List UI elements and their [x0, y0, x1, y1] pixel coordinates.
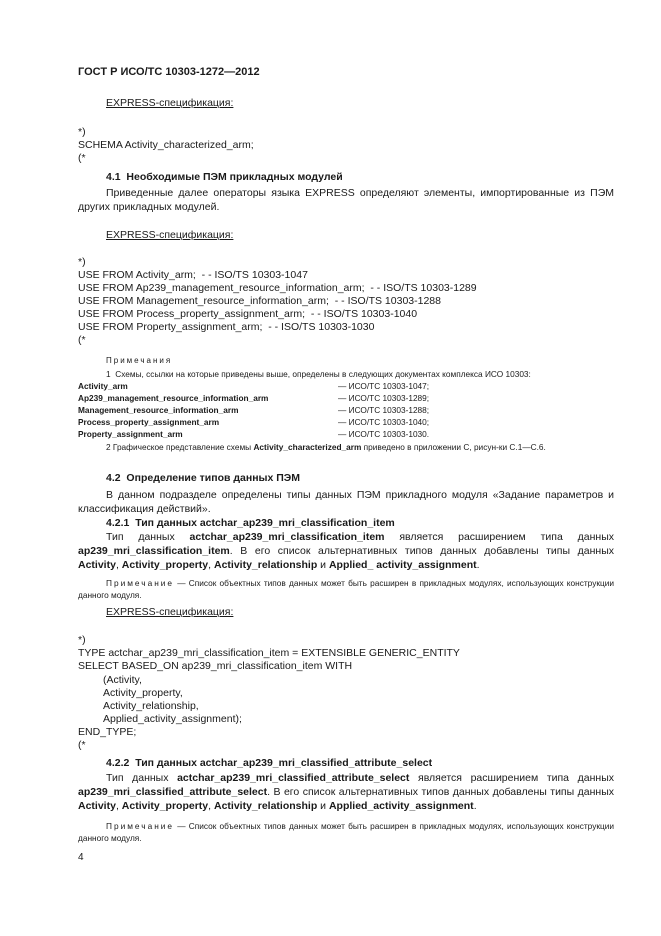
- note-ref-row: [78, 428, 429, 440]
- paragraph: В данном подразделе определены типы данных ПЭМ прикладного модуля «Задание параметров и классификация действий».: [78, 489, 614, 515]
- section-heading: 4.1 Необходимые ПЭМ прикладных модулей: [106, 171, 343, 183]
- code-line: SCHEMA Activity_characterized_arm;: [78, 139, 254, 151]
- express-label: EXPRESS-спецификация:: [106, 97, 234, 109]
- paragraph: Тип данных actchar_ap239_mri_classification_item является расширением типа данных ap239_mri_classification_item. В его список альтернативных типов данных добавлены типы данных Activity, Activity_property, Activity_relationship и Applied_ activity_assignment.: [78, 531, 614, 571]
- code-line: (Activity,: [103, 674, 142, 686]
- subsection-heading: 4.2.2 Тип данных actchar_ap239_mri_classified_attribute_select: [106, 757, 433, 769]
- note-paragraph: 2 Графическое представление схемы Activity_characterized_arm приведено в приложении С, рисун-ки С.1—С.6.: [106, 442, 546, 452]
- ref-name: Property_assignment_arm: [78, 429, 183, 439]
- code-line: (*: [78, 152, 86, 164]
- code-line: USE FROM Property_assignment_arm; - - ISO/TS 10303-1030: [78, 321, 375, 333]
- ref-doc: — ИСО/ТС 10303-1030.: [338, 429, 430, 439]
- page-number: 4: [78, 852, 84, 863]
- code-line: Activity_relationship,: [103, 700, 199, 712]
- ref-name: Management_resource_information_arm: [78, 405, 239, 415]
- ref-name: Ap239_management_resource_information_arm: [78, 393, 269, 403]
- page-header: ГОСТ Р ИСО/ТС 10303-1272—2012: [78, 66, 260, 78]
- code-line: Activity_property,: [103, 687, 183, 699]
- ref-name: Activity_arm: [78, 381, 128, 391]
- subsection-heading: 4.2.1 Тип данных actchar_ap239_mri_classification_item: [106, 517, 395, 529]
- paragraph: Приведенные далее операторы языка EXPRESS определяют элементы, импортированные из ПЭМ других прикладных модулей.: [78, 187, 614, 213]
- ref-doc: — ИСО/ТС 10303-1047;: [338, 381, 430, 391]
- code-line: USE FROM Process_property_assignment_arm; - - ISO/TS 10303-1040: [78, 308, 418, 320]
- code-line: (*: [78, 334, 86, 346]
- ref-name: Process_property_assignment_arm: [78, 417, 220, 427]
- code-line: Applied_activity_assignment);: [103, 713, 242, 725]
- section-heading: 4.2 Определение типов данных ПЭМ: [106, 472, 301, 484]
- code-line: *): [78, 126, 86, 138]
- note-ref-row: [78, 392, 429, 404]
- express-label: EXPRESS-спецификация:: [106, 606, 234, 618]
- code-line: TYPE actchar_ap239_mri_classification_item = EXTENSIBLE GENERIC_ENTITY: [78, 647, 460, 659]
- code-line: *): [78, 634, 86, 646]
- code-line: USE FROM Ap239_management_resource_information_arm; - - ISO/TS 10303-1289: [78, 282, 477, 294]
- note-ref-row: [78, 380, 429, 392]
- note-paragraph: Примечание — Список объектных типов данных может быть расширен в прикладных модулях, использующих конструкции данного модуля.: [78, 578, 614, 600]
- express-label: EXPRESS-спецификация:: [106, 229, 234, 241]
- code-line: END_TYPE;: [78, 726, 137, 738]
- code-line: SELECT BASED_ON ap239_mri_classification_item WITH: [78, 660, 353, 672]
- note-ref-row: [78, 404, 429, 416]
- ref-doc: — ИСО/ТС 10303-1040;: [338, 417, 430, 427]
- ref-doc: — ИСО/ТС 10303-1288;: [338, 405, 430, 415]
- paragraph: Тип данных actchar_ap239_mri_classified_attribute_select является расширением типа данных ap239_mri_classified_attribute_select. В его список альтернативных типов данных добавлены типы данных Activity, Activity_property, Activity_relationship и Applied_activity_assignment.: [78, 772, 614, 812]
- code-line: *): [78, 256, 86, 268]
- code-line: (*: [78, 739, 86, 751]
- note-line: 1 Схемы, ссылки на которые приведены выше, определены в следующих документах комплекса ИСО 10303:: [106, 369, 531, 379]
- code-line: USE FROM Activity_arm; - - ISO/TS 10303-1047: [78, 269, 308, 281]
- code-line: USE FROM Management_resource_information_arm; - - ISO/TS 10303-1288: [78, 295, 441, 307]
- note-ref-row: [78, 416, 429, 428]
- notes-title: Примечания: [106, 356, 173, 365]
- ref-doc: — ИСО/ТС 10303-1289;: [338, 393, 430, 403]
- note-paragraph: Примечание — Список объектных типов данных может быть расширен в прикладных модулях, использующих конструкции данного модуля.: [78, 821, 614, 843]
